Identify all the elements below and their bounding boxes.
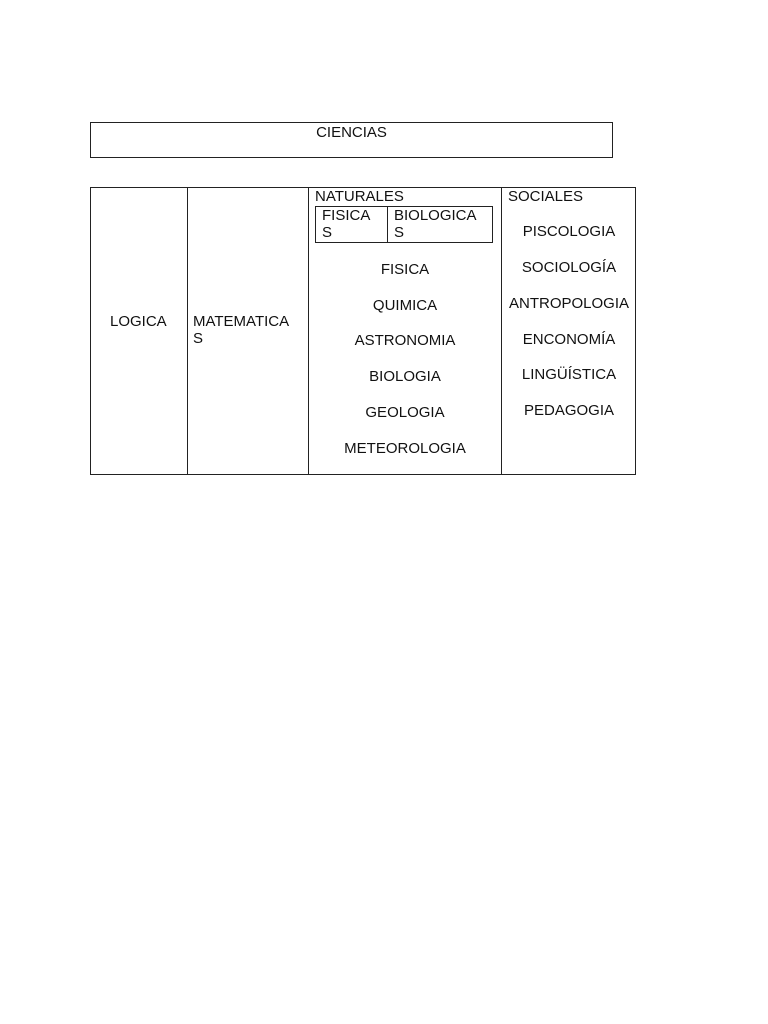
ciencias-title: CIENCIAS (316, 124, 387, 141)
naturales-item: BIOLOGIA (369, 368, 441, 385)
ciencias-title-box (90, 122, 613, 158)
sociales-item: ENCONOMÍA (522, 331, 616, 348)
cell-matematicas-line1: MATEMATICA (193, 313, 290, 330)
column-divider-2 (308, 187, 309, 475)
naturales-item: ASTRONOMIA (354, 332, 456, 349)
sub-biologicas-line2: S (394, 224, 405, 241)
cell-matematicas-line2: S (193, 330, 204, 347)
sociales-item: SOCIOLOGÍA (521, 259, 617, 276)
sociales-item: PEDAGOGIA (523, 402, 615, 419)
naturales-item: QUIMICA (372, 297, 438, 314)
naturales-heading: NATURALES (315, 188, 404, 205)
column-divider-1 (187, 187, 188, 475)
cell-logica: LOGICA (110, 313, 167, 330)
naturales-item: METEOROLOGIA (344, 440, 466, 457)
naturales-item: GEOLOGIA (365, 404, 445, 421)
sub-fisicas-line1: FISICA (322, 207, 371, 224)
sociales-item: LINGÜÍSTICA (521, 366, 617, 383)
sociales-item: ANTROPOLOGIA (508, 295, 630, 312)
sociales-item: PISCOLOGIA (522, 223, 616, 240)
sub-fisicas-line2: S (322, 224, 333, 241)
sociales-heading: SOCIALES (508, 188, 584, 205)
naturales-item: FISICA (380, 261, 430, 278)
sub-biologicas-line1: BIOLOGICA (394, 207, 477, 224)
naturales-subtable-divider (387, 206, 388, 243)
